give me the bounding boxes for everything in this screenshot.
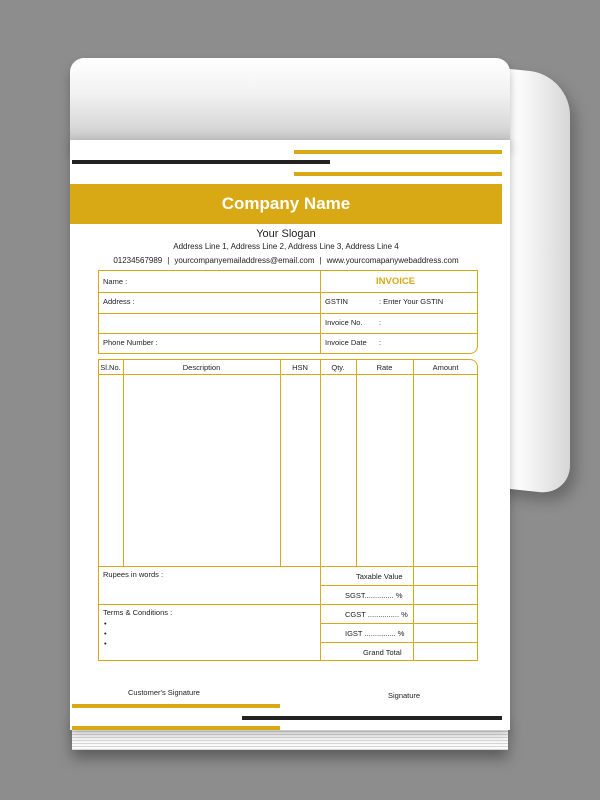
info-row-line (98, 292, 478, 293)
header-qty: Qty. (331, 363, 345, 372)
rupees-in-words-label: Rupees in words : (103, 570, 164, 579)
pad-binding (70, 58, 510, 146)
gstin-label: GSTIN (325, 297, 348, 306)
sgst-label: SGST.............. % (345, 591, 403, 600)
bottom-dark-bar (242, 716, 502, 720)
totals-top-line (98, 566, 478, 567)
invoice-date-colon: : (379, 338, 382, 347)
igst-label: IGST ............... % (345, 629, 405, 638)
info-row-line (98, 333, 320, 334)
col-line (123, 359, 124, 566)
gstin-value: : Enter Your GSTIN (379, 297, 444, 306)
items-header-line (98, 374, 478, 375)
grand-total-label: Grand Total (363, 648, 402, 657)
col-line (413, 359, 414, 661)
company-address: Address Line 1, Address Line 2, Address Line 3, Address Line 4 (173, 242, 399, 251)
totals-line (98, 604, 478, 605)
top-gold-bar-1 (294, 150, 502, 154)
info-row-line (98, 313, 478, 314)
company-website: www.yourcomapanywebaddress.com (326, 256, 459, 265)
invoice-sheet (70, 140, 510, 730)
header-hsn: HSN (292, 363, 308, 372)
top-dark-bar (72, 160, 330, 164)
top-gold-bar-2 (294, 172, 502, 176)
company-name-banner (70, 184, 502, 224)
totals-line (320, 642, 478, 643)
terms-bullet: • (104, 629, 107, 638)
info-row-line (320, 333, 478, 334)
name-label: Name : (103, 277, 128, 286)
header-slno: Sl.No. (100, 363, 121, 372)
contact-separator: | (319, 256, 322, 265)
signature-label: Signature (388, 691, 421, 700)
customer-signature-label: Customer's Signature (128, 688, 200, 697)
info-divider (320, 270, 321, 354)
header-description: Description (182, 363, 221, 372)
header-amount: Amount (432, 363, 459, 372)
terms-label: Terms & Conditions : (103, 608, 173, 617)
phone-label: Phone Number : (103, 338, 158, 347)
invoice-date-label: Invoice Date (325, 338, 367, 347)
taxable-value-label: Taxable Value (356, 572, 403, 581)
terms-bullet: • (104, 619, 107, 628)
totals-line (320, 585, 478, 586)
col-line (320, 359, 321, 661)
invoice-no-colon: : (379, 318, 382, 327)
cgst-label: CGST ............... % (345, 610, 408, 619)
company-contact (70, 256, 502, 265)
contact-separator: | (167, 256, 170, 265)
company-slogan: Your Slogan (256, 228, 316, 240)
address-label: Address : (103, 297, 135, 306)
company-name: Company Name (221, 194, 351, 213)
totals-line (320, 623, 478, 624)
col-line (280, 359, 281, 566)
company-email: yourcompanyemailaddress@email.com (174, 256, 315, 265)
terms-bullet: • (104, 639, 107, 648)
invoice-title: INVOICE (376, 276, 416, 287)
bottom-gold-bar-1 (72, 704, 280, 708)
col-line (356, 359, 357, 566)
header-rate: Rate (376, 363, 393, 372)
invoice-no-label: Invoice No. (325, 318, 363, 327)
bottom-gold-bar-2 (72, 726, 280, 730)
company-phone: 01234567989 (113, 256, 163, 265)
